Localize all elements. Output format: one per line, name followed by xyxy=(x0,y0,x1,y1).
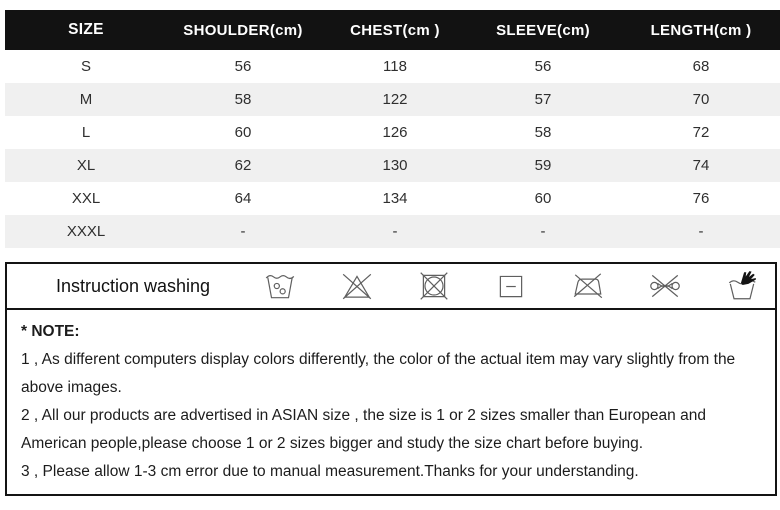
cell-length: 76 xyxy=(692,190,710,207)
header-size: SIZE xyxy=(5,10,167,50)
cell-length: 74 xyxy=(692,157,710,174)
hand-wash-icon xyxy=(725,269,759,303)
machine-wash-icon xyxy=(263,269,297,303)
cell-length: 68 xyxy=(692,58,710,75)
cell-length: 72 xyxy=(692,124,710,141)
table-row xyxy=(5,182,780,215)
do-not-tumble-dry-icon xyxy=(417,269,451,303)
note-item-1: 1 , As different computers display colors differently, the color of the actual item may vary slightly from the above images. xyxy=(21,351,736,396)
cell-size: S xyxy=(80,58,91,75)
cell-chest: - xyxy=(392,223,398,240)
cell-shoulder: - xyxy=(240,223,246,240)
table-row xyxy=(5,50,780,83)
cell-chest: 122 xyxy=(382,91,408,108)
care-instructions-box xyxy=(5,262,777,496)
cell-chest: 134 xyxy=(382,190,408,207)
do-not-bleach-icon xyxy=(340,269,374,303)
cell-size: M xyxy=(79,91,93,108)
size-table-header xyxy=(5,10,780,50)
header-row xyxy=(5,10,780,50)
cell-sleeve: 57 xyxy=(534,91,552,108)
cell-sleeve: 56 xyxy=(534,58,552,75)
notes-title: * NOTE: xyxy=(21,323,80,340)
header-shoulder: SHOULDER(cm) xyxy=(167,10,319,50)
size-table xyxy=(5,10,780,248)
cell-sleeve: 60 xyxy=(534,190,552,207)
note-item-3: 3 , Please allow 1-3 cm error due to manual measurement.Thanks for your understanding. xyxy=(21,463,639,480)
notes-section xyxy=(7,310,775,494)
cell-size: XXXL xyxy=(66,223,106,240)
cell-size: XXL xyxy=(71,190,101,207)
cell-shoulder: 64 xyxy=(234,190,252,207)
cell-shoulder: 60 xyxy=(234,124,252,141)
do-not-iron-icon xyxy=(571,269,605,303)
header-chest: CHEST(cm ) xyxy=(319,10,471,50)
washing-instruction-label: Instruction washing xyxy=(55,275,211,296)
note-item-2: 2 , All our products are advertised in ASIAN size , the size is 1 or 2 sizes smaller than European and American people,please choose 1 or 2 sizes bigger and study the size chart before buying. xyxy=(21,407,706,452)
size-table-body xyxy=(5,50,780,248)
cell-chest: 130 xyxy=(382,157,408,174)
dry-flat-icon xyxy=(494,269,528,303)
do-not-wring-icon xyxy=(648,269,682,303)
washing-instruction-row xyxy=(7,264,775,310)
cell-length: - xyxy=(698,223,704,240)
cell-size: XL xyxy=(76,157,96,174)
table-row xyxy=(5,83,780,116)
cell-shoulder: 62 xyxy=(234,157,252,174)
size-chart-page xyxy=(0,10,780,510)
cell-shoulder: 58 xyxy=(234,91,252,108)
table-row xyxy=(5,149,780,182)
washing-icons xyxy=(259,269,775,303)
cell-shoulder: 56 xyxy=(234,58,252,75)
cell-chest: 126 xyxy=(382,124,408,141)
header-sleeve: SLEEVE(cm) xyxy=(471,10,615,50)
header-length: LENGTH(cm ) xyxy=(615,10,780,50)
cell-sleeve: - xyxy=(540,223,546,240)
table-row xyxy=(5,116,780,149)
cell-length: 70 xyxy=(692,91,710,108)
cell-size: L xyxy=(81,124,91,141)
cell-chest: 118 xyxy=(383,58,407,75)
table-row xyxy=(5,215,780,248)
cell-sleeve: 58 xyxy=(534,124,552,141)
cell-sleeve: 59 xyxy=(534,157,552,174)
